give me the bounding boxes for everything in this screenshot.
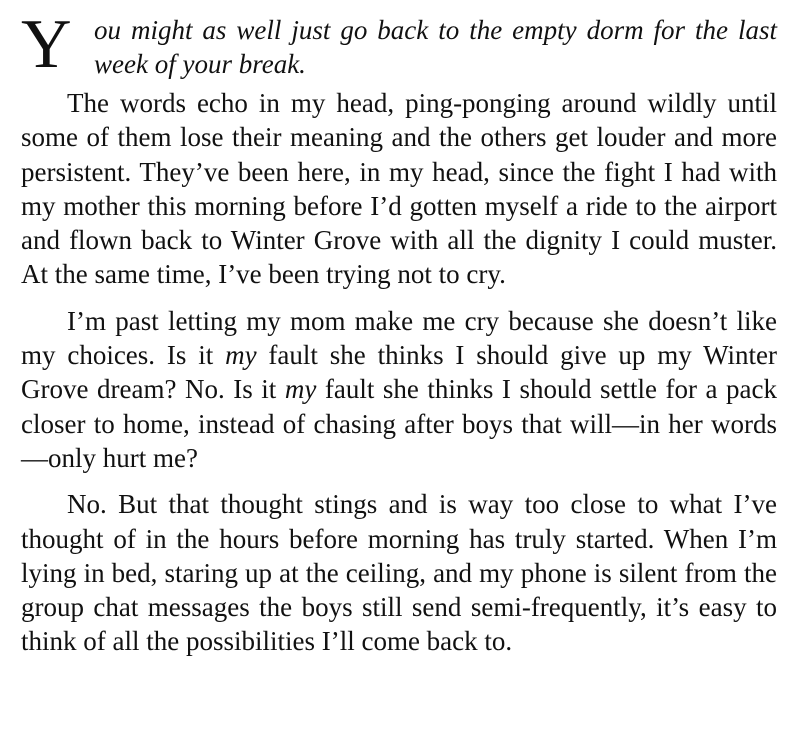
- paragraph-2-part-2: fault she thinks I should give up my Winter Grove dream? No. Is it: [21, 340, 778, 405]
- paragraph-2-part-1: I’m past letting my mom make me cry because she doesn’t like my choices. Is it: [21, 305, 777, 371]
- opening-paragraph: [21, 8, 777, 86]
- paragraph-2-emphasis-1: my: [225, 340, 257, 371]
- paragraph-2-emphasis-2: my: [284, 374, 317, 405]
- paragraph-2-part-3: fault she thinks I should settle for a pack closer to home, instead of chasing after boys that will—in her words—only hurt me?: [21, 374, 777, 473]
- paragraph-1: The words echo in my head, ping-ponging around wildly until some of them lose their meaning and the others get louder and more persistent. They’ve been here, in my head, since the fight I had with my mother this morning before I’d gotten myself a ride to the airport and flown back to Winter Grove with all the dignity I could muster. At the same time, I’ve been trying not to cry.: [21, 88, 777, 290]
- paragraph-2: [21, 304, 777, 475]
- opening-italic-text: ou might as well just go back to the empty dorm for the last week of your break.: [94, 15, 777, 79]
- paragraph-3: No. But that thought stings and is way too close to what I’ve thought of in the hours before morning has truly started. When I’m lying in bed, staring up at the ceiling, and my phone is silent from the group chat messages the boys still send semi-frequently, it’s easy to think of all the possibilities I’ll come back to.: [21, 489, 777, 657]
- book-page: [21, 8, 777, 671]
- drop-cap: Y: [21, 6, 72, 83]
